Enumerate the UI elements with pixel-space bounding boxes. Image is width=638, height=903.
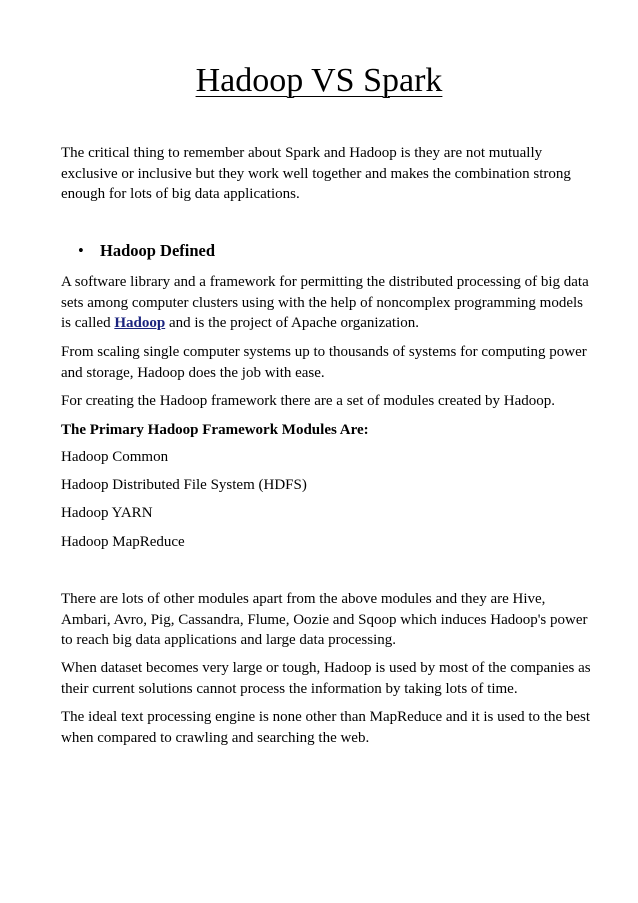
module-item: Hadoop MapReduce [61, 534, 185, 550]
intro-paragraph: The critical thing to remember about Spark and Hadoop is they are not mutually exclusive or inclusive but they work well together and makes the combination strong enough for lots of big data applications. [61, 145, 571, 202]
definition-text-before: A software library and a framework for permitting the distributed processing of big data sets among computer clusters using with the help of noncomplex programming models is called [61, 274, 589, 331]
large-dataset-paragraph: When dataset becomes very large or tough, Hadoop is used by most of the companies as their current solutions cannot process the information by taking lots of time. [61, 660, 591, 697]
definition-text-after: and is the project of Apache organization. [165, 315, 419, 331]
modules-intro-paragraph: For creating the Hadoop framework there are a set of modules created by Hadoop. [61, 393, 555, 409]
section-heading [78, 240, 215, 262]
mapreduce-paragraph: The ideal text processing engine is none other than MapReduce and it is used to the best when compared to crawling and searching the web. [61, 709, 591, 746]
hadoop-link[interactable]: Hadoop [114, 315, 166, 331]
other-modules-paragraph: There are lots of other modules apart from the above modules and they are Hive, Ambari, Avro, Pig, Cassandra, Flume, Oozie and Sqoop which induces Hadoop's power to reach big data applications and large data processing. [61, 591, 588, 648]
scaling-paragraph: From scaling single computer systems up to thousands of systems for computing power and storage, Hadoop does the job with ease. [61, 344, 587, 381]
module-item: Hadoop Distributed File System (HDFS) [61, 477, 307, 493]
section-heading-text: Hadoop Defined [100, 241, 216, 260]
hadoop-definition-paragraph [61, 272, 591, 334]
bullet-icon: • [78, 241, 84, 260]
module-item: Hadoop YARN [61, 505, 153, 521]
page-title: Hadoop VS Spark [195, 62, 443, 99]
module-item: Hadoop Common [61, 449, 169, 465]
modules-heading: The Primary Hadoop Framework Modules Are: [61, 422, 369, 438]
